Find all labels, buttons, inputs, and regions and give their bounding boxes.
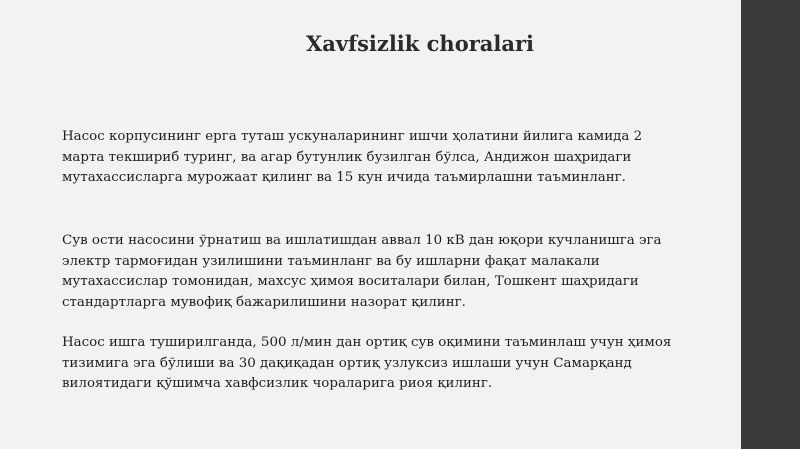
- paragraph-line: Сув ости насосини ўрнатиш ва ишлатишдан аввал 10 кВ дан юқори кучланишга эга: [62, 233, 662, 248]
- paragraph-startup-protection: [62, 333, 734, 395]
- paragraph-line: тизимига эга бўлиши ва 30 дақиқадан ортиқ узлуксиз ишлаши учун Самарқанд: [62, 355, 632, 371]
- paragraph-line: электр тармоғидан узилишини таъминланг ва бу ишларни фақат малакали: [62, 253, 600, 269]
- side-bar: [741, 0, 800, 449]
- paragraph-grounding-check: [62, 127, 734, 189]
- paragraph-line: стандартларга мувофиқ бажарилишини назорат қилинг.: [62, 294, 466, 310]
- paragraph-line: Насос корпусининг ерга туташ ускуналарининг ишчи ҳолатини йилига камида 2: [62, 129, 643, 144]
- paragraph-line: Насос ишга туширилганда, 500 л/мин дан ортиқ сув оқимини таъминлаш учун ҳимоя: [62, 335, 672, 350]
- paragraph-line: мутахассислар томонидан, махсус ҳимоя воситалари билан, Тошкент шаҳридаги: [62, 274, 639, 289]
- paragraph-line: мутахассисларга мурожаат қилинг ва 15 кун ичида таъмирлашни таъминланг.: [62, 170, 626, 185]
- paragraph-line: вилоятидаги қўшимча хавфсизлик чораларига риоя қилинг.: [62, 376, 493, 391]
- paragraph-line: марта текшириб туринг, ва агар бутунлик бузилган бўлса, Андижон шаҳридаги: [62, 149, 632, 165]
- paragraph-installation-safety: [62, 231, 734, 313]
- slide-title: Xavfsizlik choralari: [305, 31, 535, 56]
